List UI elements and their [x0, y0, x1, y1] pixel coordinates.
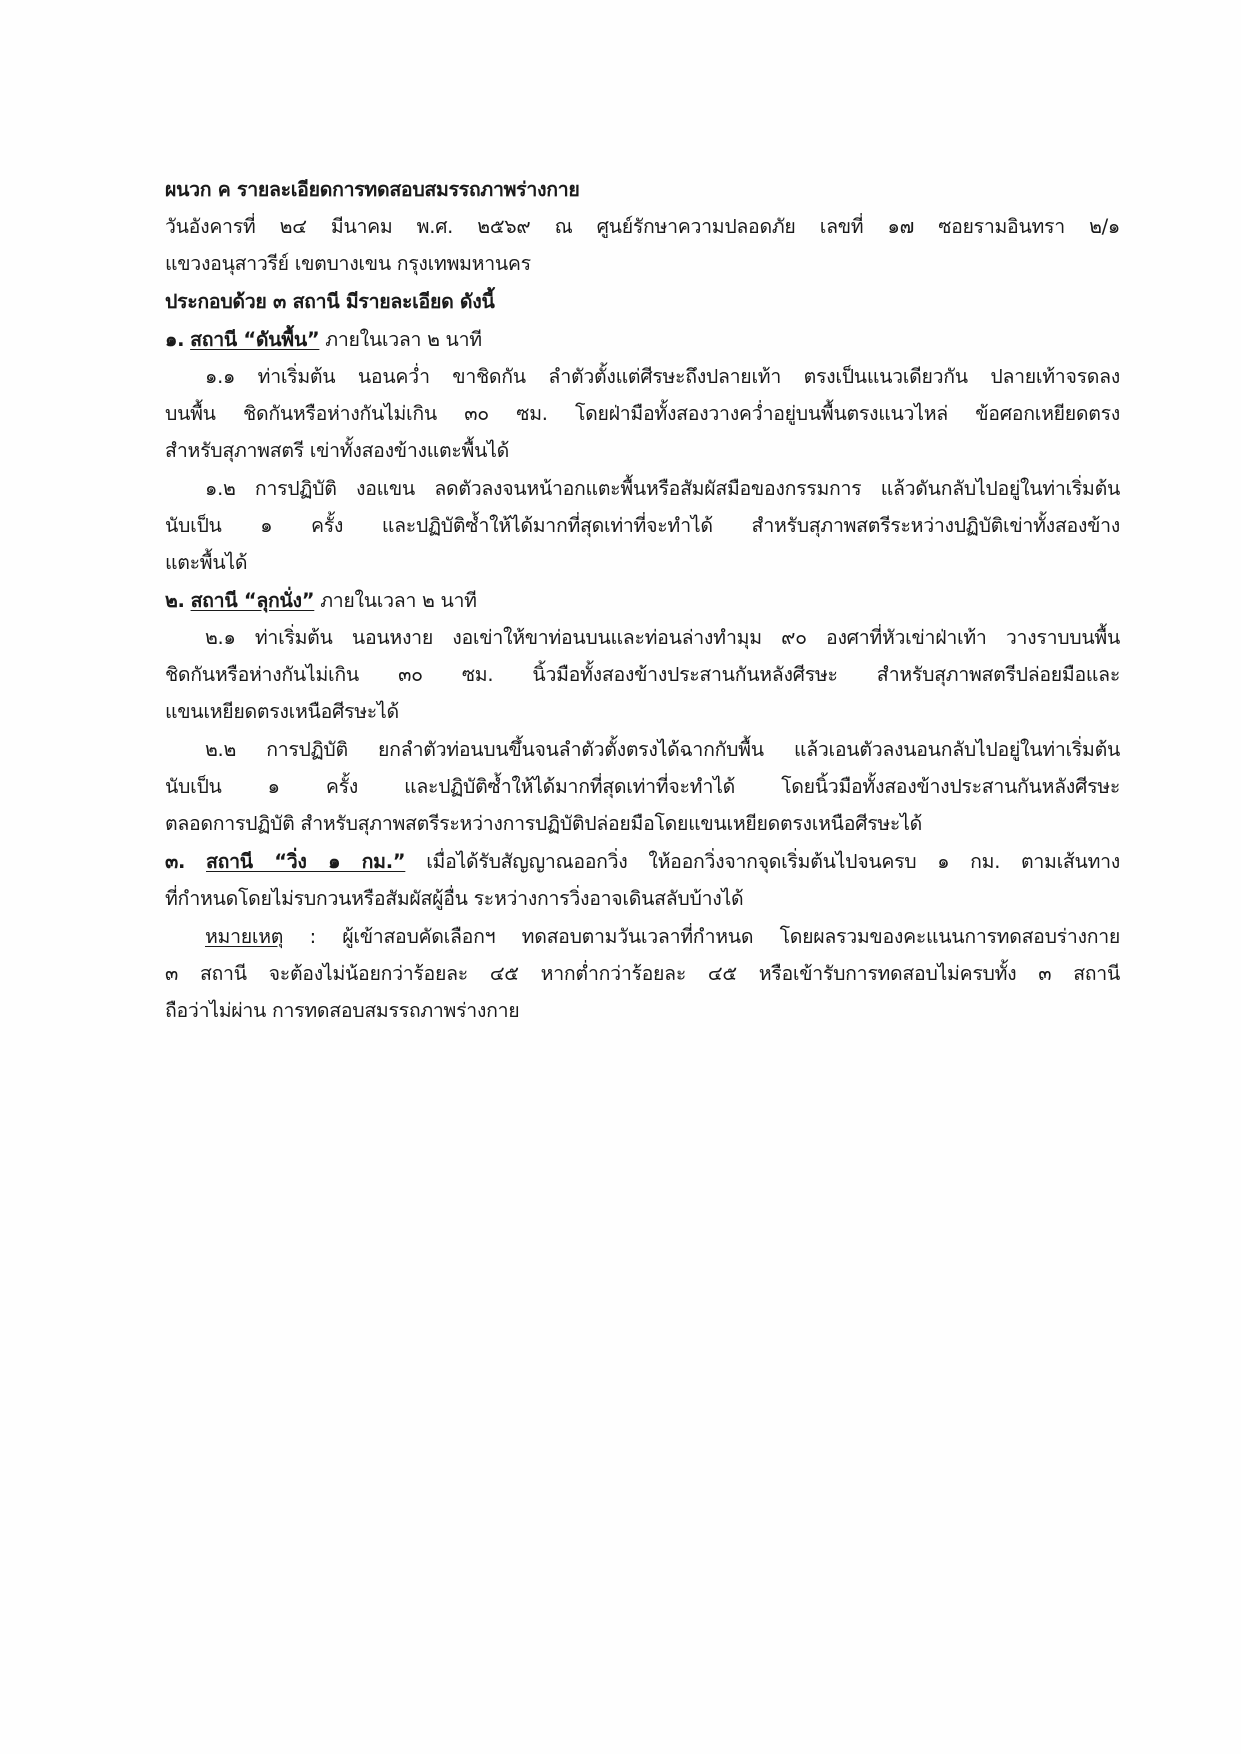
note-text-1: ผู้เข้าสอบคัดเลือกฯ ทดสอบตามวันเวลาที่กำหนด โดยผลรวมของคะแนนการทดสอบร่างกาย: [342, 925, 1120, 948]
station-1-item-1-line-1: ๑.๑ ท่าเริ่มต้น นอนคว่ำ ขาชิดกัน ลำตัวตั้งแต่ศีรษะถึงปลายเท้า ตรงเป็นแนวเดียวกัน ปลายเท้าจรดลง: [205, 365, 1120, 388]
station-1-item-1-line-3: สำหรับสุภาพสตรี เข่าทั้งสองข้างแตะพื้นได้: [165, 439, 509, 462]
document-title: ผนวก ค รายละเอียดการทดสอบสมรรถภาพร่างกาย: [165, 178, 580, 201]
station-2-number: ๒.: [165, 589, 185, 612]
station-2-item-1-line-3: แขนเหยียดตรงเหนือศีรษะได้: [165, 700, 399, 723]
station-2-time: ภายในเวลา ๒ นาที: [314, 589, 477, 612]
station-1-heading: [165, 326, 1125, 354]
station-2-item-1-line-2: ชิดกันหรือห่างกันไม่เกิน ๓๐ ซม. นิ้วมือทั้งสองข้างประสานกันหลังศีรษะ สำหรับสุภาพสตรีปล่อยมือและ: [165, 663, 1120, 686]
station-3-continuation: ที่กำหนดโดยไม่รบกวนหรือสัมผัสผู้อื่น ระหว่างการวิ่งอาจเดินสลับบ้างได้: [165, 887, 744, 910]
station-1-time: ภายในเวลา ๒ นาที: [319, 328, 482, 351]
station-2-item-2-line-2: นับเป็น ๑ ครั้ง และปฏิบัติซ้ำให้ได้มากที่สุดเท่าที่จะทำได้ โดยนิ้วมือทั้งสองข้างประสานกันหลังศีรษะ: [165, 775, 1120, 798]
station-2-heading: [165, 587, 1125, 615]
station-1-item-2-line-1: ๑.๒ การปฏิบัติ งอแขน ลดตัวลงจนหน้าอกแตะพื้นหรือสัมผัสมือของกรรมการ แล้วดันกลับไปอยู่ในท่าเริ่มต้น: [205, 477, 1120, 500]
station-1-name: สถานี “ดันพื้น”: [190, 328, 320, 351]
note-separator: :: [283, 925, 343, 948]
intro-heading: ประกอบด้วย ๓ สถานี มีรายละเอียด ดังนี้: [165, 290, 495, 313]
note-line-2: ๓ สถานี จะต้องไม่น้อยกว่าร้อยละ ๔๕ หากต่ำกว่าร้อยละ ๔๕ หรือเข้ารับการทดสอบไม่ครบทั้ง ๓ สถานี: [165, 962, 1120, 985]
station-2-name: สถานี “ลุกนั่ง”: [190, 589, 315, 612]
station-1-item-2-line-3: แตะพื้นได้: [165, 551, 248, 574]
station-3-number: ๓.: [165, 850, 186, 873]
station-1-number: ๑.: [165, 328, 185, 351]
station-3-heading: [165, 848, 1120, 876]
date-location-line-1: วันอังคารที่ ๒๔ มีนาคม พ.ศ. ๒๕๖๙ ณ ศูนย์รักษาความปลอดภัย เลขที่ ๑๗ ซอยรามอินทรา ๒/๑: [165, 215, 1120, 238]
station-3-description: เมื่อได้รับสัญญาณออกวิ่ง ให้ออกวิ่งจากจุดเริ่มต้นไปจนครบ ๑ กม. ตามเส้นทาง: [405, 850, 1120, 873]
station-2-item-1-line-1: ๒.๑ ท่าเริ่มต้น นอนหงาย งอเข่าให้ขาท่อนบนและท่อนล่างทำมุม ๙๐ องศาที่หัวเข่าฝ่าเท้า วางราบบนพื้น: [205, 626, 1120, 649]
station-2-item-2-line-3: ตลอดการปฏิบัติ สำหรับสุภาพสตรีระหว่างการปฏิบัติปล่อยมือโดยแขนเหยียดตรงเหนือศีรษะได้: [165, 812, 922, 835]
station-2-item-2-line-1: ๒.๒ การปฏิบัติ ยกลำตัวท่อนบนขึ้นจนลำตัวตั้งตรงได้ฉากกับพื้น แล้วเอนตัวลงนอนกลับไปอยู่ในท่าเริ่มต้น: [205, 738, 1120, 761]
note-label: หมายเหตุ: [205, 925, 284, 948]
note-line-3: ถือว่าไม่ผ่าน การทดสอบสมรรถภาพร่างกาย: [165, 999, 520, 1022]
note-line-1: [205, 923, 1120, 951]
station-1-item-2-line-2: นับเป็น ๑ ครั้ง และปฏิบัติซ้ำให้ได้มากที่สุดเท่าที่จะทำได้ สำหรับสุภาพสตรีระหว่างปฏิบัติเข่าทั้งสองข้าง: [165, 514, 1120, 537]
station-1-item-1-line-2: บนพื้น ชิดกันหรือห่างกันไม่เกิน ๓๐ ซม. โดยฝ่ามือทั้งสองวางคว่ำอยู่บนพื้นตรงแนวไหล่ ข้อศอกเหยียดตรง: [165, 402, 1120, 425]
station-3-name: สถานี “วิ่ง ๑ กม.”: [206, 850, 406, 873]
date-location-line-2: แขวงอนุสาวรีย์ เขตบางเขน กรุงเทพมหานคร: [165, 252, 531, 275]
